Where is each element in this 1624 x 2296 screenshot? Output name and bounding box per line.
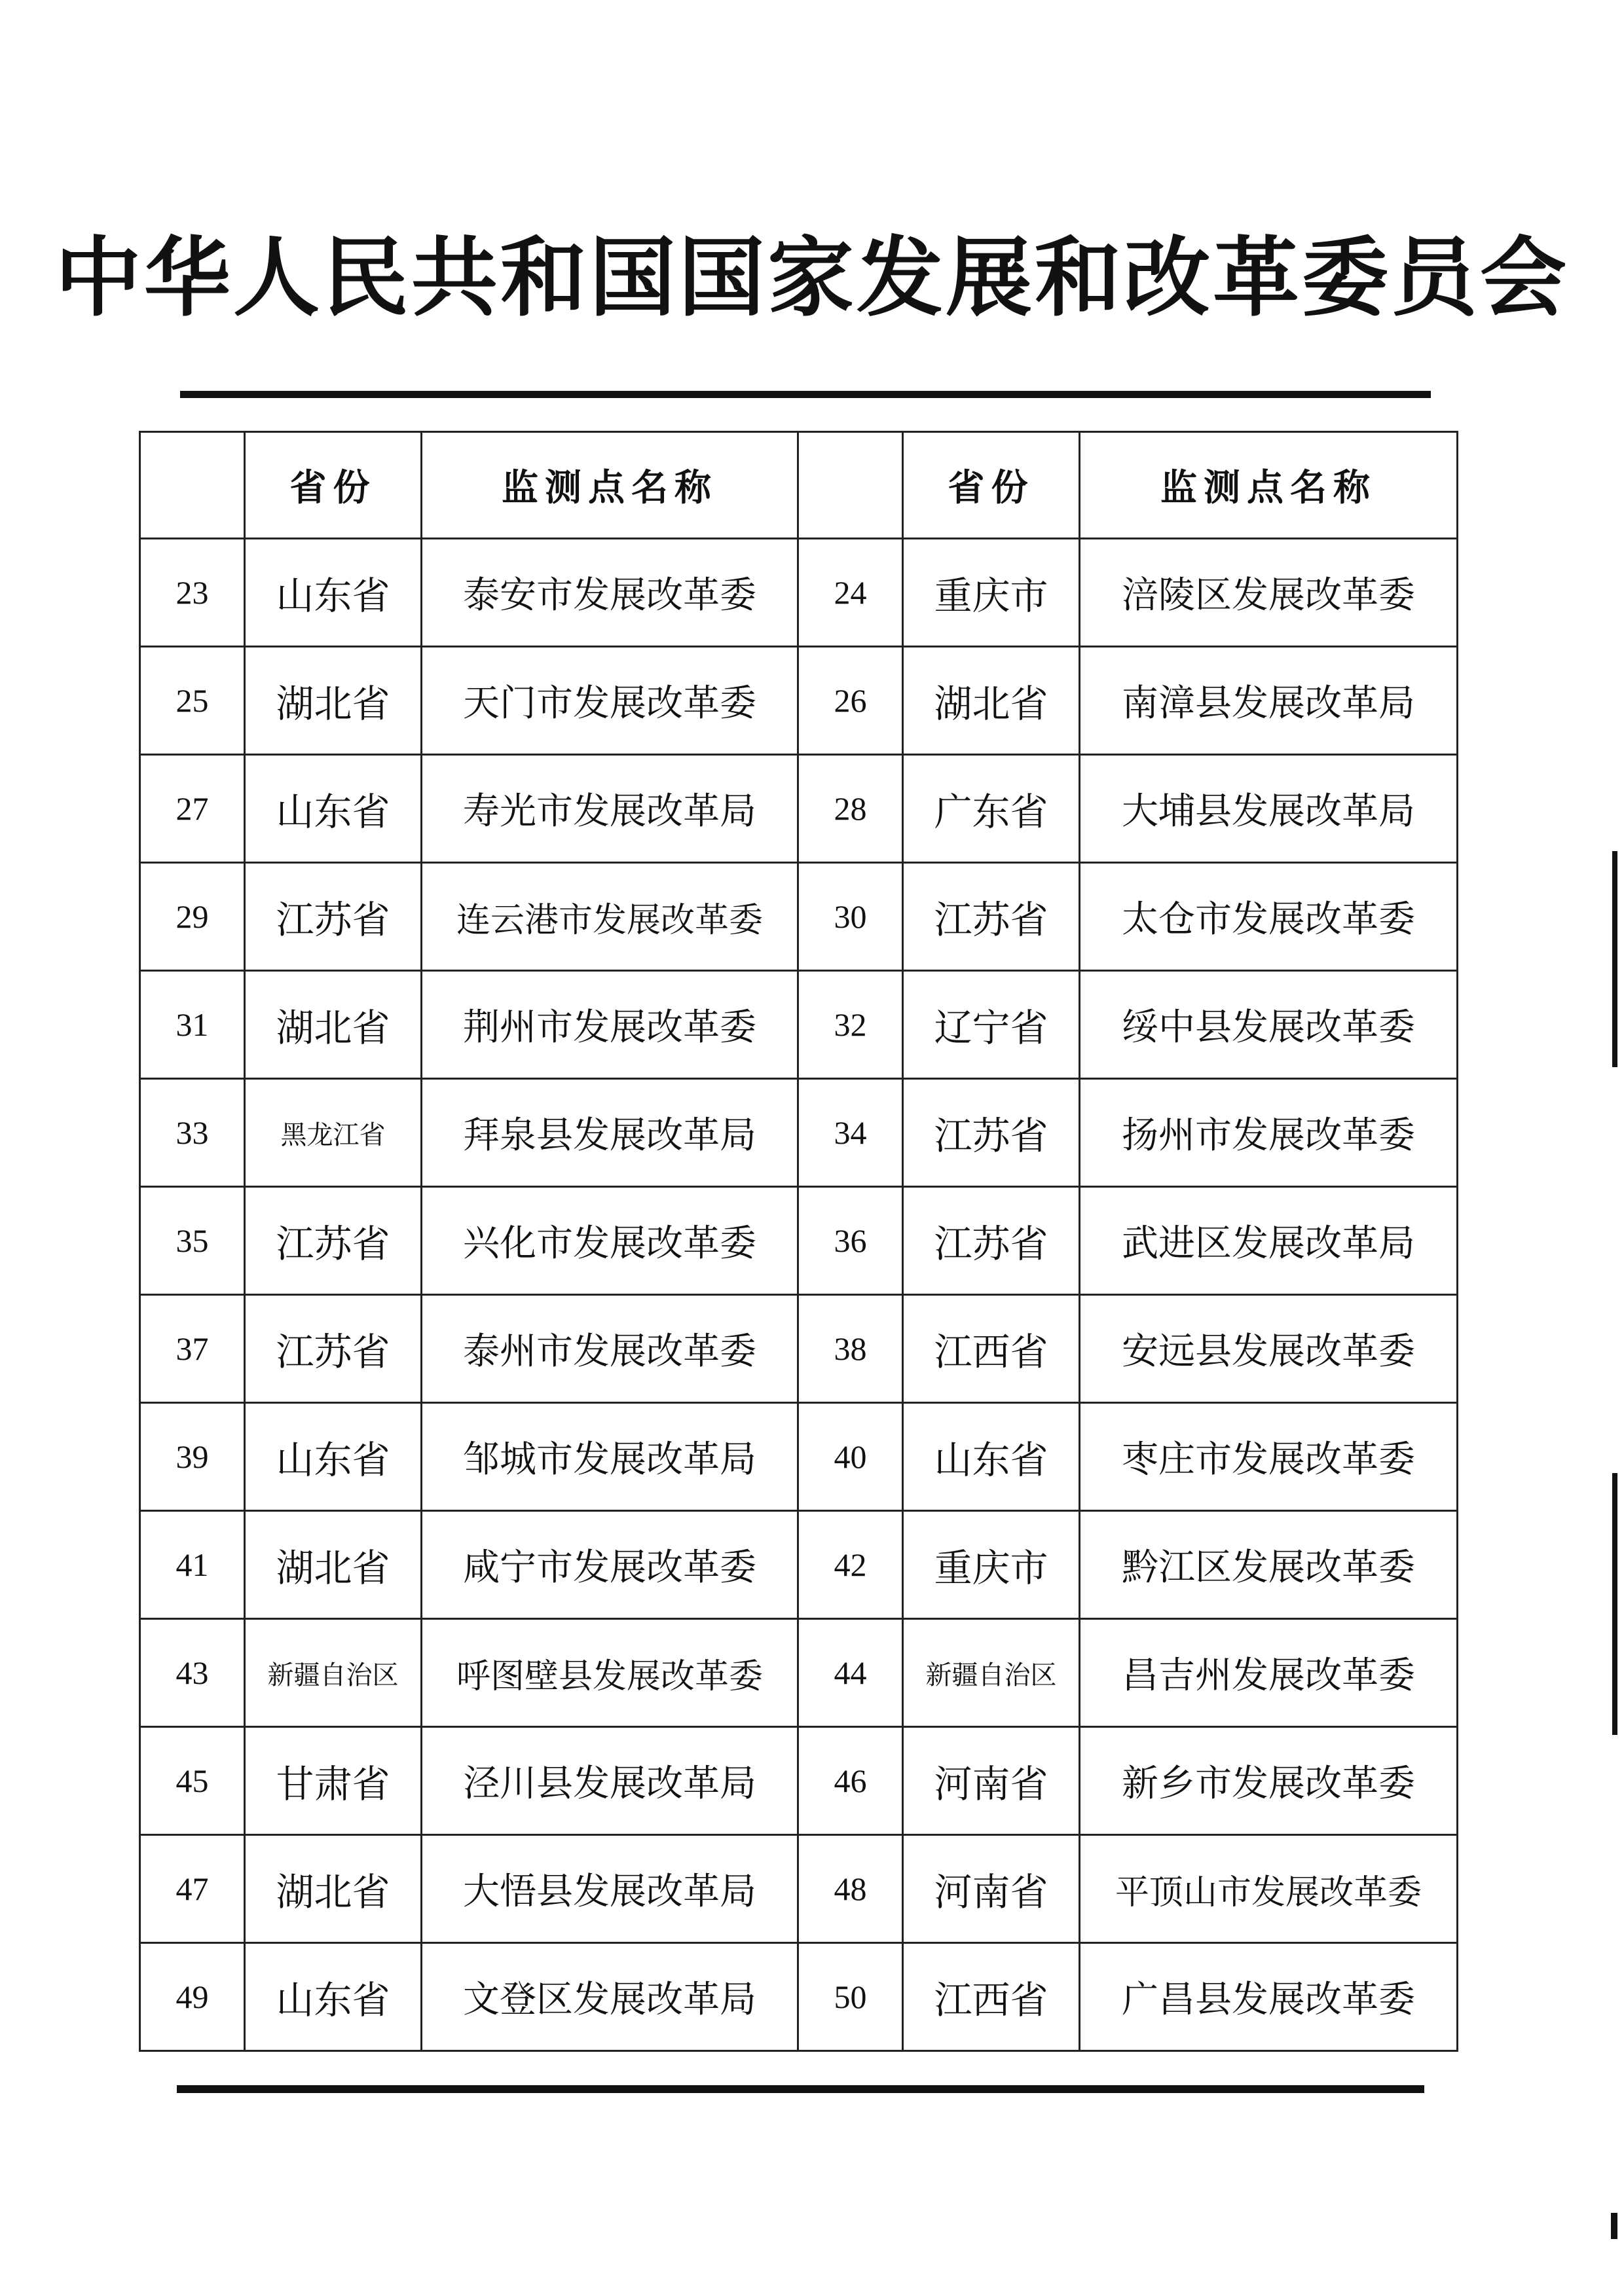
province-cell: 黑龙江省: [245, 1079, 422, 1187]
row-number: 41: [140, 1511, 245, 1619]
monitoring-site-cell: 太仓市发展改革委: [1080, 863, 1458, 971]
monitoring-site-cell: 泰安市发展改革委: [422, 539, 798, 647]
province-cell: 湖北省: [245, 647, 422, 755]
row-number: 25: [140, 647, 245, 755]
province-cell: 湖北省: [903, 647, 1080, 755]
row-number: 29: [140, 863, 245, 971]
row-number: 28: [798, 755, 903, 863]
row-number: 35: [140, 1187, 245, 1295]
province-cell: 江苏省: [903, 1187, 1080, 1295]
header-province-left: 省份: [245, 432, 422, 539]
row-number: 31: [140, 971, 245, 1079]
monitoring-site-cell: 绥中县发展改革委: [1080, 971, 1458, 1079]
monitoring-site-cell: 兴化市发展改革委: [422, 1187, 798, 1295]
header-rule: [180, 391, 1431, 398]
row-number: 50: [798, 1943, 903, 2051]
province-cell: 湖北省: [245, 971, 422, 1079]
header-province-right: 省份: [903, 432, 1080, 539]
table-row: [140, 1835, 1458, 1943]
scan-edge-mark: [1612, 1473, 1617, 1735]
province-cell: 江苏省: [245, 1295, 422, 1403]
province-cell: 山东省: [245, 755, 422, 863]
monitoring-site-cell: 扬州市发展改革委: [1080, 1079, 1458, 1187]
monitoring-site-cell: 平顶山市发展改革委: [1080, 1835, 1458, 1943]
monitoring-site-cell: 泰州市发展改革委: [422, 1295, 798, 1403]
province-cell: 江西省: [903, 1943, 1080, 2051]
monitoring-site-cell: 拜泉县发展改革局: [422, 1079, 798, 1187]
row-number: 33: [140, 1079, 245, 1187]
province-cell: 河南省: [903, 1727, 1080, 1835]
scan-edge-mark: [1612, 851, 1617, 1067]
province-cell: 山东省: [903, 1403, 1080, 1511]
header-site-right: 监测点名称: [1080, 432, 1458, 539]
row-number: 23: [140, 539, 245, 647]
province-cell: 重庆市: [903, 539, 1080, 647]
row-number: 27: [140, 755, 245, 863]
table-row: [140, 647, 1458, 755]
row-number: 44: [798, 1619, 903, 1727]
province-cell: 江苏省: [903, 1079, 1080, 1187]
monitoring-site-cell: 枣庄市发展改革委: [1080, 1403, 1458, 1511]
monitoring-site-cell: 武进区发展改革局: [1080, 1187, 1458, 1295]
monitoring-site-cell: 新乡市发展改革委: [1080, 1727, 1458, 1835]
row-number: 40: [798, 1403, 903, 1511]
table-row: [140, 1943, 1458, 2051]
province-cell: 江西省: [903, 1295, 1080, 1403]
province-cell: 甘肃省: [245, 1727, 422, 1835]
monitoring-site-cell: 安远县发展改革委: [1080, 1295, 1458, 1403]
row-number: 32: [798, 971, 903, 1079]
monitoring-site-cell: 昌吉州发展改革委: [1080, 1619, 1458, 1727]
scan-edge-mark: [1611, 2213, 1617, 2239]
table-row: [140, 1511, 1458, 1619]
province-cell: 河南省: [903, 1835, 1080, 1943]
table-row: [140, 863, 1458, 971]
row-number: 24: [798, 539, 903, 647]
monitoring-site-cell: 南漳县发展改革局: [1080, 647, 1458, 755]
table-row: [140, 1619, 1458, 1727]
monitoring-site-cell: 呼图壁县发展改革委: [422, 1619, 798, 1727]
monitoring-site-cell: 咸宁市发展改革委: [422, 1511, 798, 1619]
monitoring-site-cell: 邹城市发展改革局: [422, 1403, 798, 1511]
monitoring-site-cell: 大悟县发展改革局: [422, 1835, 798, 1943]
table-row: [140, 1079, 1458, 1187]
province-cell: 江苏省: [245, 863, 422, 971]
monitoring-site-cell: 泾川县发展改革局: [422, 1727, 798, 1835]
province-cell: 新疆自治区: [903, 1619, 1080, 1727]
monitoring-sites-table: [139, 431, 1458, 2052]
header-site-left: 监测点名称: [422, 432, 798, 539]
row-number: 26: [798, 647, 903, 755]
monitoring-site-cell: 大埔县发展改革局: [1080, 755, 1458, 863]
row-number: 36: [798, 1187, 903, 1295]
monitoring-site-cell: 文登区发展改革局: [422, 1943, 798, 2051]
monitoring-site-cell: 天门市发展改革委: [422, 647, 798, 755]
province-cell: 辽宁省: [903, 971, 1080, 1079]
monitoring-site-cell: 寿光市发展改革局: [422, 755, 798, 863]
table-row: [140, 1727, 1458, 1835]
row-number: 49: [140, 1943, 245, 2051]
province-cell: 江苏省: [903, 863, 1080, 971]
row-number: 46: [798, 1727, 903, 1835]
row-number: 30: [798, 863, 903, 971]
province-cell: 山东省: [245, 539, 422, 647]
footer-rule: [177, 2085, 1424, 2093]
monitoring-site-cell: 广昌县发展改革委: [1080, 1943, 1458, 2051]
monitoring-site-cell: 荆州市发展改革委: [422, 971, 798, 1079]
province-cell: 广东省: [903, 755, 1080, 863]
monitoring-site-cell: 连云港市发展改革委: [422, 863, 798, 971]
province-cell: 江苏省: [245, 1187, 422, 1295]
monitoring-sites-table-wrap: [139, 431, 1456, 2052]
row-number: 48: [798, 1835, 903, 1943]
row-number: 39: [140, 1403, 245, 1511]
province-cell: 湖北省: [245, 1511, 422, 1619]
table-header-row: [140, 432, 1458, 539]
row-number: 47: [140, 1835, 245, 1943]
table-row: [140, 971, 1458, 1079]
header-index-left: [140, 432, 245, 539]
province-cell: 山东省: [245, 1403, 422, 1511]
row-number: 42: [798, 1511, 903, 1619]
row-number: 34: [798, 1079, 903, 1187]
table-body: [140, 539, 1458, 2051]
table-row: [140, 755, 1458, 863]
page-title: 中华人民共和国国家发展和改革委员会: [55, 227, 1569, 329]
row-number: 38: [798, 1295, 903, 1403]
province-cell: 山东省: [245, 1943, 422, 2051]
monitoring-site-cell: 黔江区发展改革委: [1080, 1511, 1458, 1619]
province-cell: 湖北省: [245, 1835, 422, 1943]
row-number: 37: [140, 1295, 245, 1403]
row-number: 43: [140, 1619, 245, 1727]
province-cell: 重庆市: [903, 1511, 1080, 1619]
header-index-right: [798, 432, 903, 539]
table-row: [140, 539, 1458, 647]
table-row: [140, 1295, 1458, 1403]
province-cell: 新疆自治区: [245, 1619, 422, 1727]
row-number: 45: [140, 1727, 245, 1835]
table-row: [140, 1187, 1458, 1295]
table-row: [140, 1403, 1458, 1511]
monitoring-site-cell: 涪陵区发展改革委: [1080, 539, 1458, 647]
